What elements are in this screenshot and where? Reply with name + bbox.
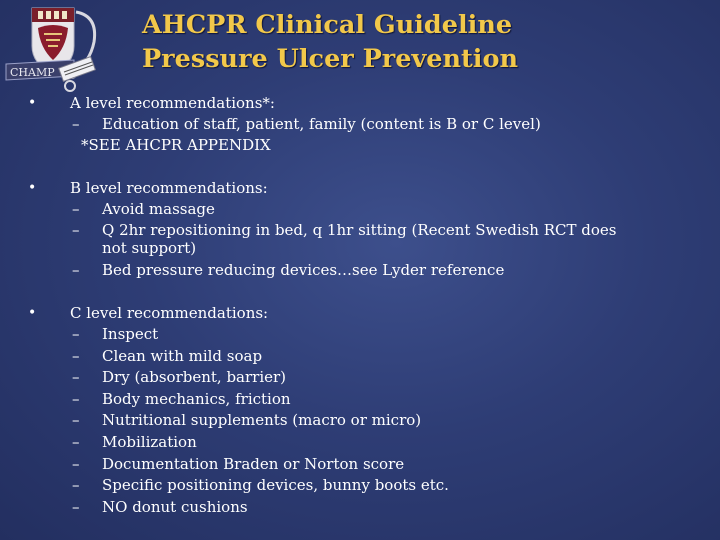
dash-marker: – bbox=[72, 390, 80, 408]
section-heading: C level recommendations: bbox=[70, 304, 269, 322]
list-item-text: Documentation Braden or Norton score bbox=[102, 455, 405, 473]
list-item-text: Clean with mild soap bbox=[102, 347, 263, 365]
logo-text: CHAMP bbox=[10, 66, 55, 79]
list-item-text: Inspect bbox=[102, 325, 159, 343]
dash-marker: – bbox=[72, 115, 80, 133]
dash-marker: – bbox=[72, 347, 80, 365]
list-item-text: Avoid massage bbox=[102, 200, 215, 218]
appendix-note: *SEE AHCPR APPENDIX bbox=[81, 136, 271, 154]
list-item-text: Body mechanics, friction bbox=[102, 390, 291, 408]
list-item-text: Education of staff, patient, family (content is B or C level) bbox=[102, 115, 541, 133]
dash-marker: – bbox=[72, 411, 80, 429]
list-item-text: Specific positioning devices, bunny boots etc. bbox=[102, 476, 449, 494]
list-item-text: Bed pressure reducing devices…see Lyder reference bbox=[102, 261, 505, 279]
slide-title bbox=[142, 8, 702, 76]
dash-marker: – bbox=[72, 325, 80, 343]
list-item-text: Mobilization bbox=[102, 433, 197, 451]
list-item-text: Dry (absorbent, barrier) bbox=[102, 368, 287, 386]
dash-marker: – bbox=[72, 221, 80, 239]
list-item-text: Q 2hr repositioning in bed, q 1hr sitting (Recent Swedish RCT does bbox=[102, 221, 617, 239]
section-heading: B level recommendations: bbox=[70, 179, 268, 197]
list-item-text: not support) bbox=[102, 239, 197, 257]
title-line-2: Pressure Ulcer Prevention bbox=[142, 44, 519, 74]
dash-marker: – bbox=[72, 498, 80, 516]
list-item-text: NO donut cushions bbox=[102, 498, 248, 516]
dash-marker: – bbox=[72, 261, 80, 279]
bullet-marker: • bbox=[28, 305, 37, 321]
title-line-1: AHCPR Clinical Guideline bbox=[142, 10, 513, 40]
bullet-marker: • bbox=[28, 95, 37, 111]
dash-marker: – bbox=[72, 433, 80, 451]
section-heading: A level recommendations*: bbox=[70, 94, 275, 112]
list-item-text: Nutritional supplements (macro or micro) bbox=[102, 411, 422, 429]
bullet-marker: • bbox=[28, 180, 37, 196]
dash-marker: – bbox=[72, 455, 80, 473]
dash-marker: – bbox=[72, 476, 80, 494]
dash-marker: – bbox=[72, 368, 80, 386]
champ-logo bbox=[2, 2, 120, 94]
dash-marker: – bbox=[72, 200, 80, 218]
